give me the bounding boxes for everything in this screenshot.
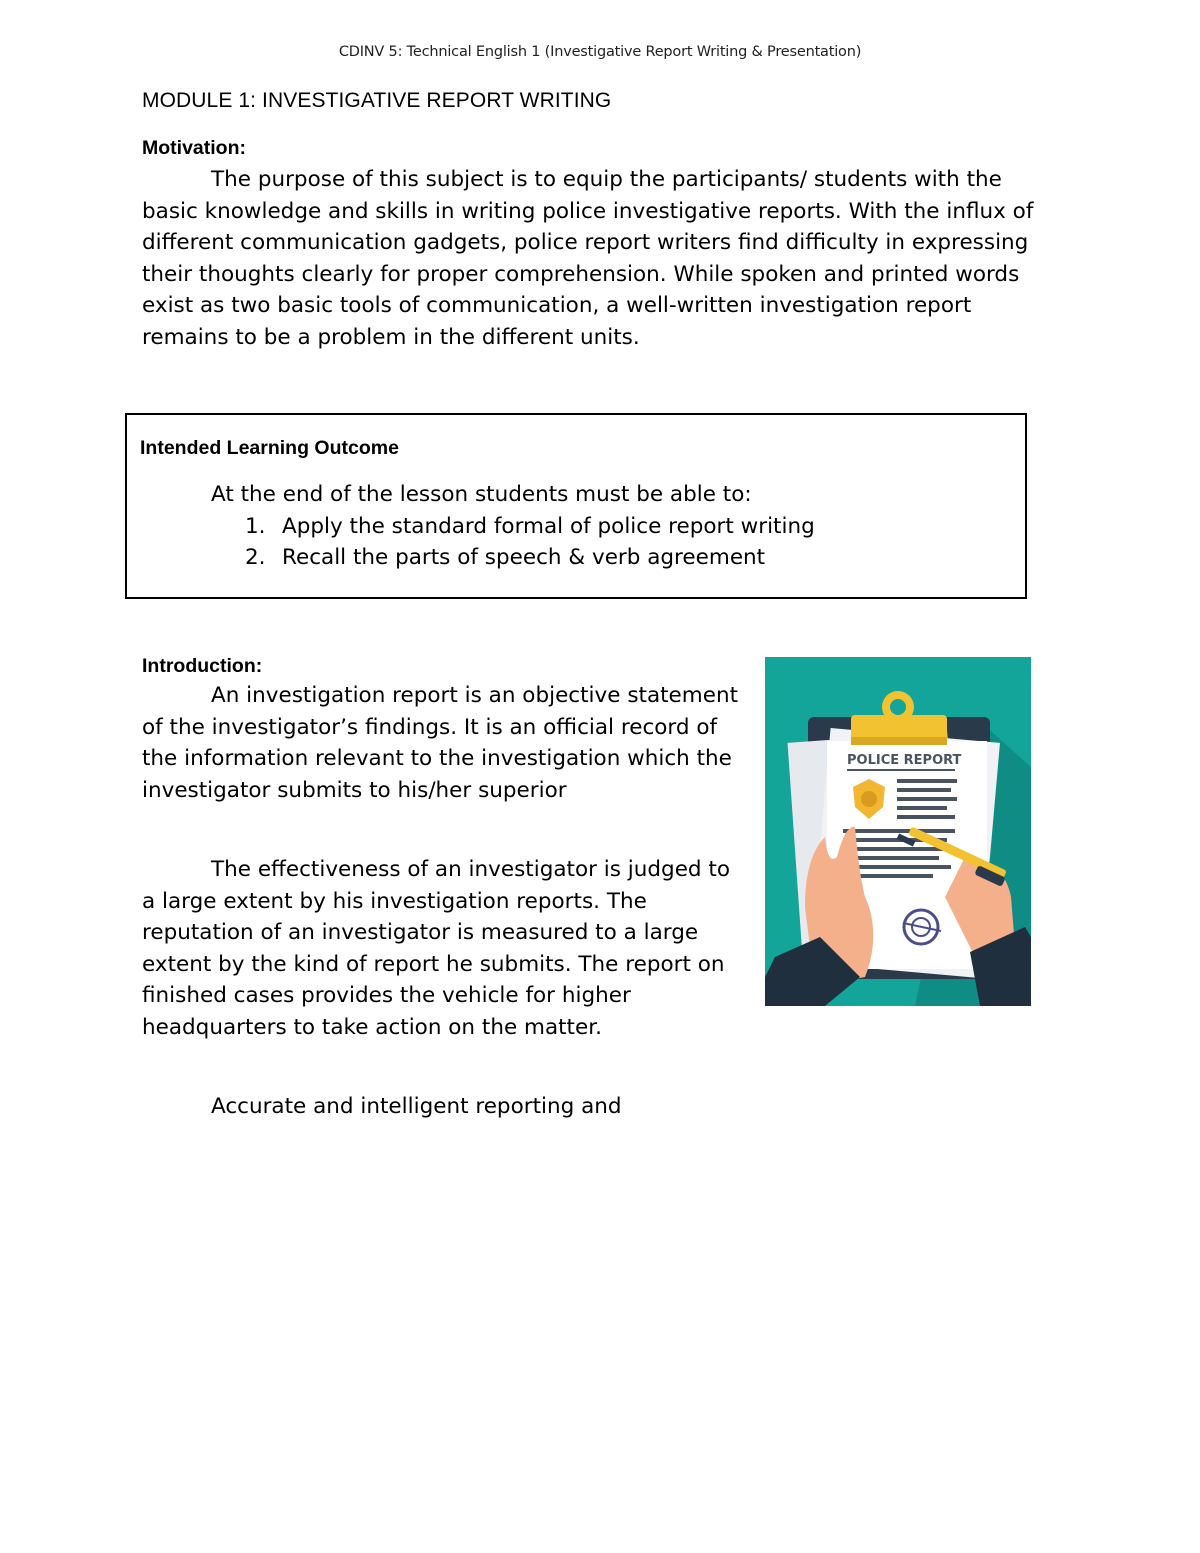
motivation-paragraph: The purpose of this subject is to equip the participants/ students with the basic knowledge and skills in writing police investigative reports. With the influx of different communication gadgets, police report writers find difficulty in expressing their thoughts clearly for proper comprehension. While spoken and printed words exist as two basic tools of communication, a well-written investigation report remains to be a problem in the different units. <box>142 167 1034 350</box>
list-item-text: Recall the parts of speech & verb agreement <box>282 545 766 570</box>
page-header: CDINV 5: Technical English 1 (Investigative Report Writing & Presentation) <box>338 44 862 60</box>
introduction-paragraph: The effectiveness of an investigator is judged to a large extent by his investigation reports. The reputation of an investigator is measured to a large extent by the kind of report he submits. The report on finished cases provides the vehicle for higher headquarters to take action on the matter. <box>142 857 730 1040</box>
police-report-illustration <box>765 657 1031 1006</box>
introduction-label: Introduction: <box>142 655 263 677</box>
learning-outcome-intro: At the end of the lesson students must be able to: <box>211 482 752 507</box>
list-item-text: Apply the standard formal of police report writing <box>282 514 815 539</box>
module-title: MODULE 1: INVESTIGATIVE REPORT WRITING <box>142 89 612 112</box>
introduction-paragraph: An investigation report is an objective statement of the investigator’s findings. It is an official record of the information relevant to the investigation which the investigator submits to his/her superior <box>142 683 739 803</box>
list-item-number: 1. <box>245 514 266 539</box>
motivation-label: Motivation: <box>142 137 246 159</box>
introduction-paragraph: Accurate and intelligent reporting and <box>211 1094 622 1119</box>
illustration-text: POLICE REPORT <box>847 753 962 768</box>
list-item <box>245 542 815 573</box>
list-item <box>245 511 815 542</box>
learning-outcome-title: Intended Learning Outcome <box>140 437 399 459</box>
learning-outcome-box <box>125 413 1027 599</box>
learning-outcome-list <box>245 511 815 573</box>
list-item-number: 2. <box>245 545 266 570</box>
